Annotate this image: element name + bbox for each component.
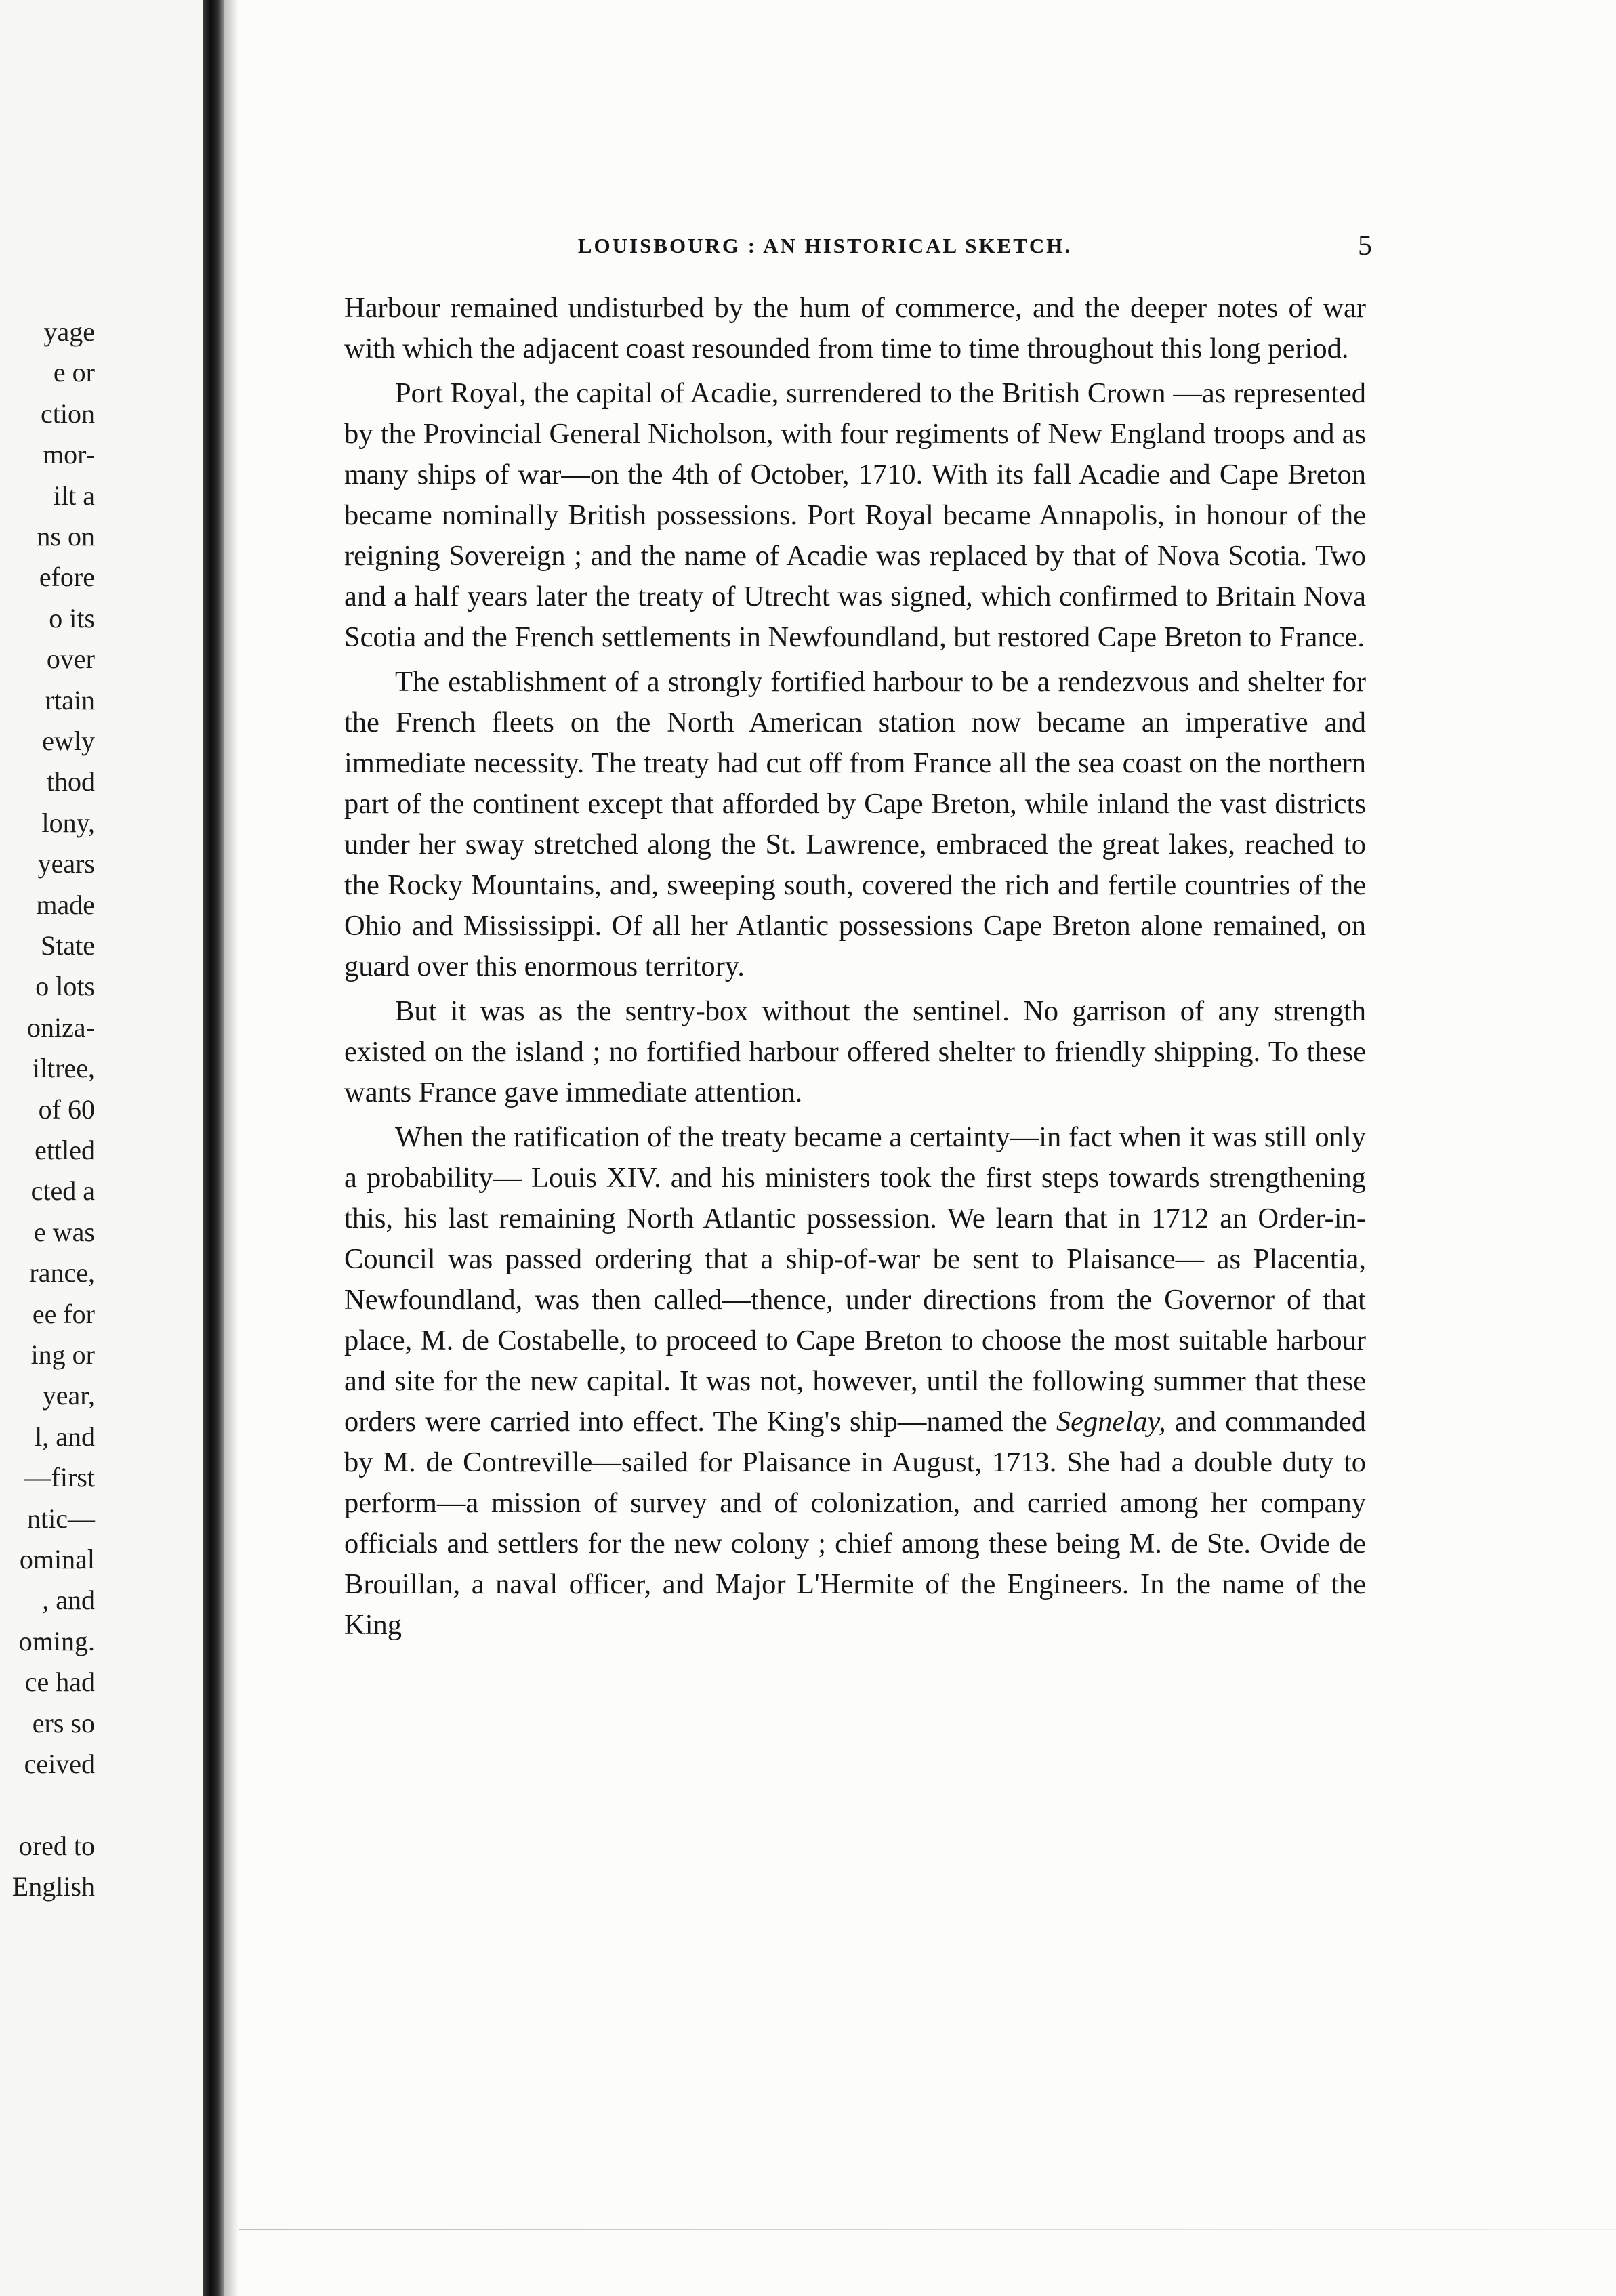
left-page-fragment: over: [46, 644, 95, 674]
left-page-fragment: year,: [42, 1380, 95, 1411]
left-page-fragment: o lots: [35, 971, 95, 1001]
left-page-fragment: thod: [46, 766, 95, 797]
running-title: LOUISBOURG : AN HISTORICAL SKETCH.: [577, 234, 1073, 257]
left-page-fragment: ce had: [24, 1667, 95, 1697]
left-page-fragment: ewly: [42, 726, 95, 756]
left-page-fragment: e was: [34, 1217, 95, 1247]
paragraph: But it was as the sentry-box without the sentinel. No garrison of any strength existed on the island ; no fortified harbour offered shelter to friendly shipping. To these wants France gave immediate attention.: [344, 995, 1366, 1108]
body-text: [344, 288, 1366, 1650]
page-bottom-edge: [239, 2229, 1616, 2230]
book-binding-gutter: [203, 0, 224, 2296]
left-page-fragment: —first: [24, 1462, 95, 1493]
left-page-fragment: State: [41, 930, 95, 961]
left-page-fragment: lony,: [41, 808, 95, 838]
left-page-fragment: o its: [49, 603, 95, 633]
running-head: [346, 230, 1372, 268]
left-page-fragment: e or: [53, 357, 95, 388]
ship-name-italic: Segnelay,: [1056, 1406, 1166, 1438]
left-page-fragment: ettled: [35, 1135, 95, 1165]
left-page-fragment: l, and: [35, 1421, 95, 1452]
left-page-fragment: made: [36, 890, 95, 920]
gutter-shadow: [224, 0, 239, 2296]
paragraph: Port Royal, the capital of Acadie, surrendered to the British Crown —as represented by the Provincial General Nicholson, with four regiments of New England troops and as many ships of war—on the 4th of October, 1710. With its fall Acadie and Cape Breton became nominally British possessions. Port Royal became Annapolis, in honour of the reigning Sovereign ; and the name of Acadie was replaced by that of Nova Scotia. Two and a half years later the treaty of Utrecht was signed, which confirmed to Britain Nova Scotia and the French settlements in Newfoundland, but restored Cape Breton to France.: [344, 377, 1366, 653]
left-facing-page: [0, 0, 203, 2296]
left-page-fragment: mor-: [43, 439, 95, 469]
left-page-fragment: ntic—: [27, 1503, 95, 1534]
left-page-fragment: ceived: [24, 1749, 95, 1779]
left-page-fragment: of 60: [38, 1094, 95, 1125]
paragraph: [344, 1117, 1366, 1646]
left-page-fragment: oniza-: [27, 1012, 95, 1043]
left-page-fragment: rtain: [45, 685, 95, 715]
left-page-fragment: ilt a: [53, 480, 95, 511]
left-page-fragment: ee for: [32, 1299, 95, 1329]
left-page-fragment: ing or: [30, 1339, 95, 1370]
left-page-fragment: iltree,: [32, 1053, 95, 1083]
paragraph-text: When the ratification of the treaty became a certainty—in fact when it was still only a probability— Louis XIV. and his ministers took the first steps towards strengthening this, his last remaining North Atlantic possession. We learn that in 1712 an Order-in-Council was passed ordering that a ship-of-war be sent to Plaisance— as Placentia, Newfoundland, was then called—thence, under directions from the Governor of that place, M. de Costabelle, to proceed to Cape Breton to choose the most suitable harbour and site for the new capital. It was not, however, until the following summer that these orders were carried into effect. The King's ship—named the: [344, 1121, 1366, 1438]
left-page-fragment: cted a: [30, 1175, 95, 1206]
paragraph-text: and commanded by M. de Contreville—sailed for Plaisance in August, 1713. She had a double duty to perform—a mission of survey and of colonization, and carried among her company officials and settlers for the new colony ; chief among these being M. de Ste. Ovide de Brouillan, a naval officer, and Major L'Hermite of the Engineers. In the name of the King: [344, 1406, 1367, 1641]
left-page-fragment: ction: [41, 398, 95, 429]
paragraph: Harbour remained undisturbed by the hum of commerce, and the deeper notes of war with which the adjacent coast resounded from time to time throughout this long period.: [344, 292, 1366, 364]
left-page-fragment: ored to: [18, 1831, 95, 1861]
left-page-fragment: years: [37, 848, 95, 879]
page-number: 5: [1358, 230, 1372, 262]
left-page-fragment: ers so: [32, 1708, 95, 1738]
left-page-fragment: , and: [42, 1585, 95, 1615]
paragraph: The establishment of a strongly fortified harbour to be a rendezvous and shelter for the French fleets on the North American station now became an imperative and immediate necessity. The treaty had cut off from France all the sea coast on the northern part of the continent except that afforded by Cape Breton, while inland the vast districts under her sway stretched along the St. Lawrence, embraced the great lakes, reached to the Rocky Mountains, and, sweeping south, covered the rich and fertile countries of the Ohio and Mississippi. Of all her Atlantic possessions Cape Breton alone remained, on guard over this enormous territory.: [344, 666, 1366, 982]
left-page-fragment: oming.: [18, 1626, 95, 1656]
left-page-fragment: yage: [43, 316, 95, 347]
left-page-fragment: rance,: [29, 1257, 95, 1288]
left-page-fragment: ominal: [19, 1544, 95, 1574]
left-page-fragment: efore: [39, 562, 95, 592]
left-page-fragment: English: [12, 1871, 95, 1902]
left-page-fragment: ns on: [37, 521, 95, 551]
